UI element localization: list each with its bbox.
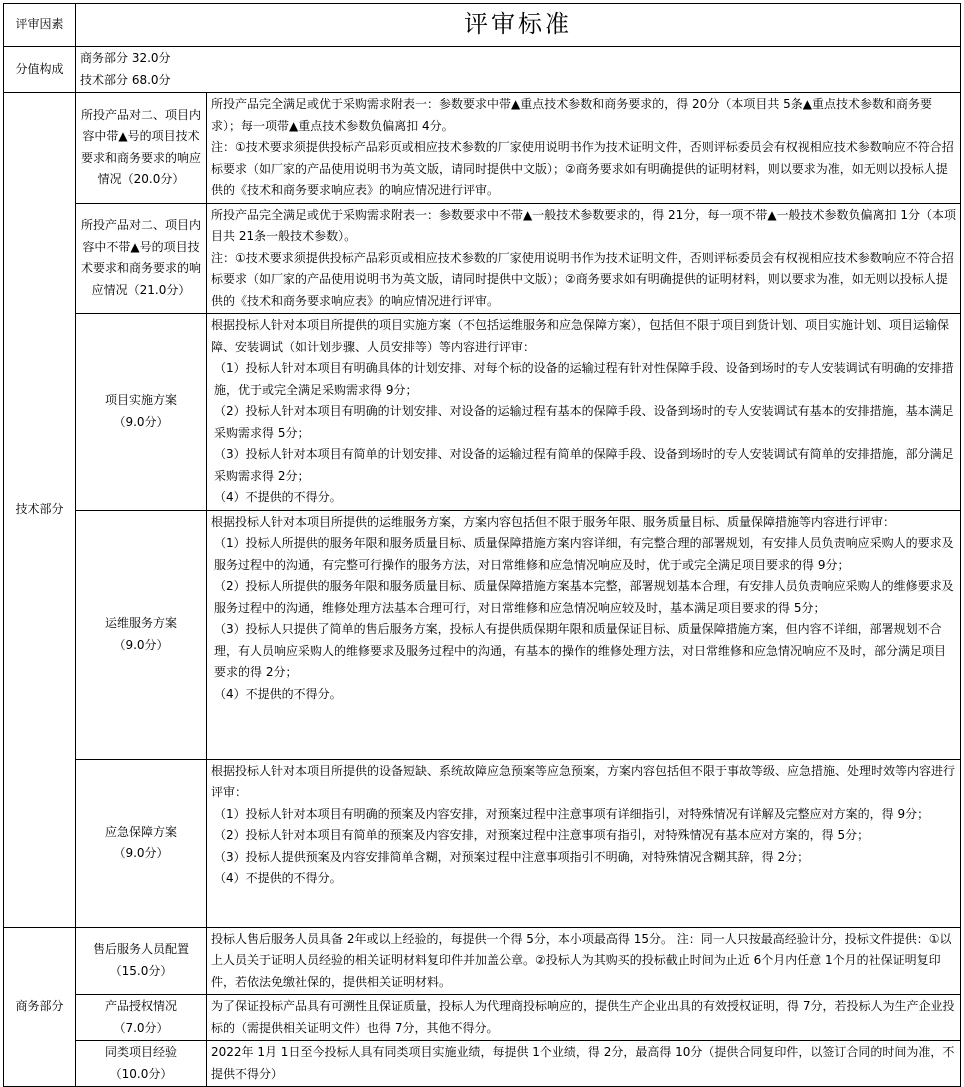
criterion-detail-cell [207,759,961,927]
criterion-detail-cell [207,203,961,314]
criterion-detail-cell [207,995,961,1041]
detail-line: 所投产品完全满足或优于采购需求附表一：参数要求中不带▲一般技术参数要求的，得 21分，每一项不带▲一般技术参数负偏离扣 1分（本项目共 21条一般技术参数）。 [211,207,956,243]
criterion-name-cell [76,203,207,314]
criterion-name-cell [76,93,207,204]
detail-line: （2）投标人所提供的服务年限和服务质量目标、质量保障措施方案基本完整，部署规划基本合理，有安排人员负责响应采购人的维修要求及服务过程中的沟通，维修处理方法基本合理可行，对日常维修和应急情况响应较及时，基本满足项目要求的得 5分； [214,579,954,615]
detail-line: （4）不提供的不得分。 [214,686,342,701]
detail-line: （1）投标人所提供的服务年限和服务质量目标、质量保障措施方案内容详细，有完整合理的部署规划，有安排人员负责响应采购人的要求及服务过程中的沟通，有完整可行操作的服务方法，对日常维修和应急情况响应及时，优于或完全满足项目要求的得 9分； [214,536,954,572]
detail-line: 根据投标人针对本项目所提供的项目实施方案（不包括运维服务和应急保障方案），包括但不限于项目到货计划、项目实施计划、项目运输保障、安装调试（如计划步骤、人员安排等）等内容进行评审： [211,318,950,354]
criterion-name: 售后服务人员配置 [92,942,189,957]
commercial-section-label: 商务部分 [4,927,76,1087]
criterion-name: 项目实施方案 [104,393,177,408]
criterion-name-cell [76,314,207,511]
detail-line: 注：①技术要求须提供投标产品彩页或相应技术参数的厂家使用说明书作为技术证明文件，否则评标委员会有权视相应技术参数响应不符合招标要求（如厂家的产品使用说明书为英文版，请同时提供中文版）；②商务要求如有明确提供的证明材料，则以要求为准，如无则以投标人提供的《技术和商务要求响应表》的响应情况进行评审。 [211,250,954,308]
detail-line: （3）投标人提供预案及内容安排简单含糊，对预案过程中注意事项指引不明确，对特殊情况含糊其辞，得 2分； [214,849,810,864]
criterion-score: （9.0分） [113,846,169,860]
criterion-name: 所投产品对二、项目内容中不带▲号的项目技术要求和商务要求的响应情况 [80,218,201,297]
page-title: 评审标准 [76,4,961,47]
detail-line: （4）不提供的不得分。 [214,490,342,504]
criterion-name: 产品授权情况 [104,999,177,1013]
criterion-name-cell [76,510,207,759]
detail-line: 为了保证投标产品具有可溯性且保证质量，投标人为代理商投标响应的，提供生产企业出具的有效授权证明，得 7分，若投标人为生产企业投标的（需提供相关证明文件）也得 7分，其他不得分。 [211,999,955,1035]
detail-line: 投标人售后服务人员具备 2年或以上经验的，每提供一个得 5分，本小项最高得 15分。 注：同一人只按最高经验计分，投标文件提供：①以上人员关于证明人员经验的相关证明材料复印件并加盖公章。②投标人为其购买的投标截止时间为止近 6个月内任意 1个月的社保证明复印件，若依法免缴社保的，提供相关证明材料。 [211,931,952,989]
score-line-commercial: 商务部分 32.0分 [80,51,171,65]
detail-line: （1）投标人针对本项目有明确具体的计划安排、对每个标的设备的运输过程有针对性保障手段、设备到场时的专人安装调试有明确的安排措施，优于或完全满足采购需求得 9分； [214,361,954,397]
criterion-score: （9.0分） [113,414,169,429]
criterion-score: （9.0分） [113,637,169,652]
detail-line: 根据投标人针对本项目所提供的设备短缺、系统故障应急预案等应急预案，方案内容包括但不限于事故等级、应急措施、处理时效等内容进行评审： [211,763,956,799]
criterion-score: （10.0分） [109,1066,173,1081]
criterion-score: （7.0分） [113,1020,169,1035]
scoring-table [3,3,961,1087]
detail-line: （2）投标人针对本项目有明确的计划安排、对设备的运输过程有基本的保障手段、设备到场时的专人安装调试有基本的安排措施，基本满足采购需求得 5分； [214,404,954,440]
detail-line: 所投产品完全满足或优于采购需求附表一：参数要求中带▲重点技术参数和商务要求的，得 20分（本项目共 5条▲重点技术参数和商务要求）；每一项带▲重点技术参数负偏离扣 4分。 [211,97,932,133]
detail-line: （2）投标人针对本项目有简单的预案及内容安排，对预案过程中注意事项有指引，对特殊情况有基本应对方案的，得 5分； [214,828,870,842]
criterion-detail-cell [207,510,961,759]
criterion-name: 同类项目经验 [104,1045,177,1059]
detail-line: 注：①技术要求须提供投标产品彩页或相应技术参数的厂家使用说明书作为技术证明文件，否则评标委员会有权视相应技术参数响应不符合招标要求（如厂家的产品使用说明书为英文版，请同时提供中文版）；②商务要求如有明确提供的证明材料，则以要求为准，如无则以投标人提供的《技术和商务要求响应表》的响应情况进行评审。 [211,140,954,197]
score-line-technical: 技术部分 68.0分 [80,72,171,87]
factor-header: 评审因素 [4,4,76,47]
detail-line: （1）投标人针对本项目有明确的预案及内容安排，对预案过程中注意事项有详细指引，对特殊情况有详解及完整应对方案的，得 9分； [214,806,930,821]
detail-line: （3）投标人只提供了简单的售后服务方案，投标人有提供质保期年限和质量保证目标、质量保障措施方案，但内容不详细，部署规划不合理，有人员响应采购人的维修要求及服务过程中的沟通，有基本的操作的维修处理方法，对日常维修和应急情况响应不及时，部分满足项目要求的得 2分； [214,622,947,679]
criterion-name-cell [76,995,207,1041]
score-composition-cell [76,47,961,93]
detail-line: 2022年 1月 1日至今投标人具有同类项目实施业绩，每提供 1个业绩，得 2分，最高得 10分（提供合同复印件，以签订合同的时间为准，不提供不得分） [211,1045,955,1081]
criterion-name-cell [76,759,207,927]
detail-line: （3）投标人针对本项目有简单的计划安排、对设备的运输过程有简单的保障手段、设备到场时的专人安装调试有简单的安排措施，部分满足采购需求得 2分； [214,447,954,483]
criterion-name: 所投产品对二、项目内容中带▲号的项目技术要求和商务要求的响应情况 [80,107,201,187]
criterion-detail-cell [207,93,961,204]
score-composition-label: 分值构成 [4,47,76,93]
criterion-detail-cell [207,314,961,511]
criterion-name-cell [76,927,207,995]
technical-section-label: 技术部分 [4,93,76,928]
criterion-score: （21.0分） [127,282,191,297]
criterion-name-cell [76,1041,207,1087]
criterion-detail-cell [207,927,961,995]
detail-line: （4）不提供的不得分。 [214,871,342,885]
detail-line: 根据投标人针对本项目所提供的运维服务方案，方案内容包括但不限于服务年限、服务质量目标、质量保障措施等内容进行评审： [211,514,896,529]
criterion-name: 运维服务方案 [104,616,177,630]
criterion-score: （15.0分） [109,963,173,978]
criterion-score: （20.0分） [121,172,185,187]
criterion-detail-cell [207,1041,961,1087]
criterion-name: 应急保障方案 [104,824,177,839]
